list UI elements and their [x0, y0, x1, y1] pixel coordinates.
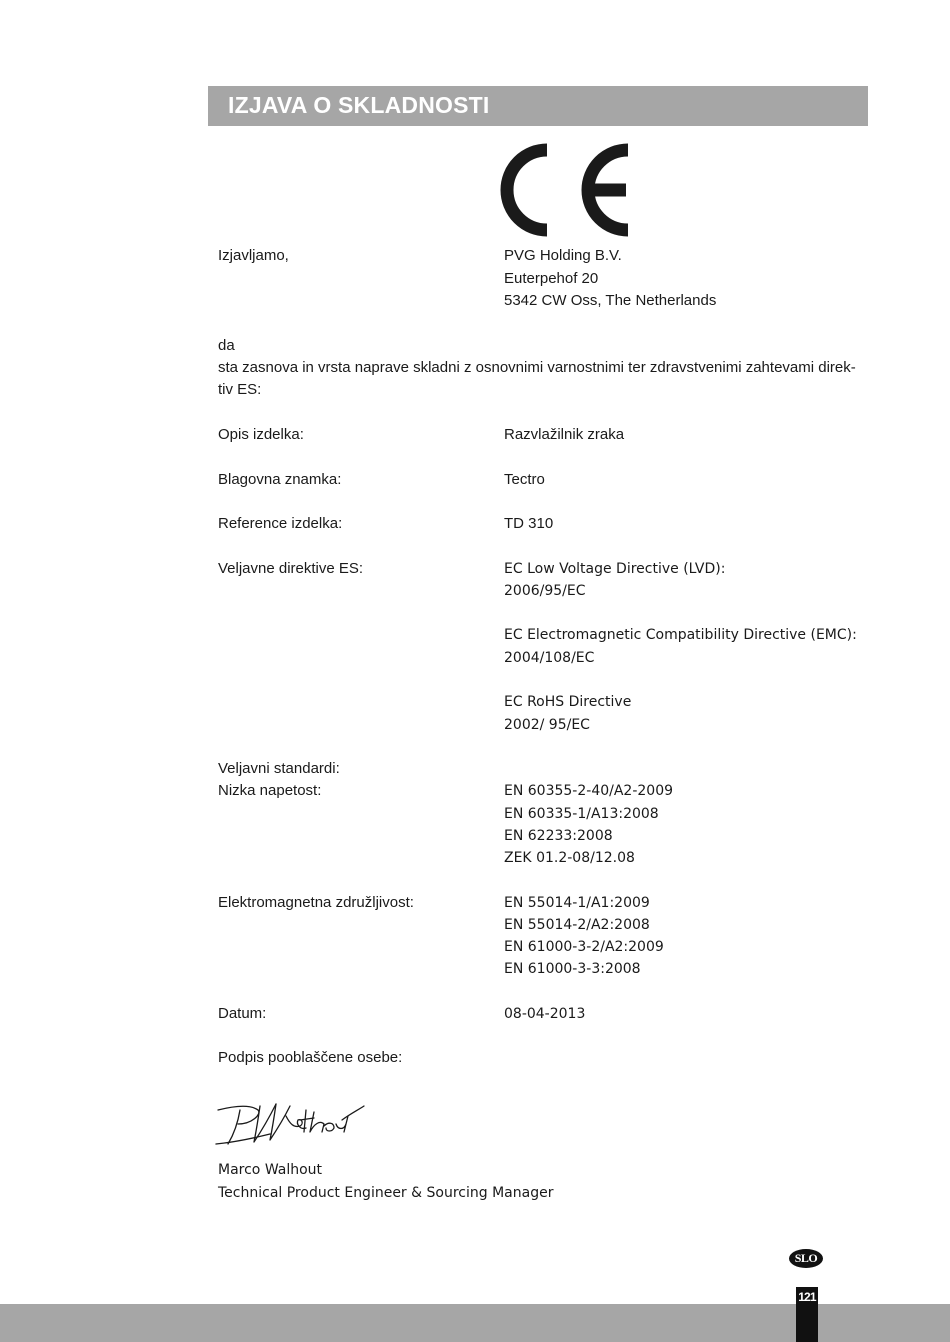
- standard-item: EN 55014-2/A2:2008: [504, 917, 650, 933]
- reference-value: TD 310: [504, 515, 554, 532]
- company-street: Euterpehof 20: [504, 270, 599, 287]
- company-name: PVG Holding B.V.: [504, 247, 622, 264]
- directive-name: EC Low Voltage Directive (LVD):: [504, 561, 726, 577]
- brand-label: Blagovna znamka:: [218, 471, 342, 488]
- ce-mark-logo: [500, 143, 634, 237]
- product-desc-value: Razvlažilnik zraka: [504, 426, 625, 443]
- signatory-name: Marco Walhout: [218, 1162, 323, 1178]
- page-title: IZJAVA O SKLADNOSTI: [228, 92, 490, 118]
- language-badge: SLO: [789, 1249, 823, 1268]
- brand-value: Tectro: [504, 471, 545, 488]
- date-value: 08-04-2013: [504, 1006, 586, 1022]
- signature-label: Podpis pooblaščene osebe:: [218, 1049, 403, 1066]
- product-desc-label: Opis izdelka:: [218, 426, 304, 443]
- standard-item: EN 62233:2008: [504, 828, 613, 844]
- signatory-title: Technical Product Engineer & Sourcing Manager: [218, 1185, 554, 1201]
- emc-label: Elektromagnetna združljivost:: [218, 894, 414, 911]
- page-number: 121: [798, 1290, 816, 1304]
- declare-label: Izjavljamo,: [218, 247, 289, 264]
- page-number-box: [796, 1287, 818, 1342]
- intro-statement: sta zasnova in vrsta naprave skladni z osnovnimi varnostnimi ter zdravstvenimi zahtevami direk-tiv ES:: [218, 359, 856, 398]
- header-bar: [208, 86, 868, 126]
- standards-label: Veljavni standardi:: [218, 760, 340, 777]
- low-voltage-label: Nizka napetost:: [218, 782, 322, 799]
- directive-name: EC Electromagnetic Compatibility Directive (EMC):: [504, 627, 857, 643]
- directive-code: 2002/ 95/EC: [504, 717, 590, 733]
- directive-code: 2004/108/EC: [504, 650, 595, 666]
- directive-code: 2006/95/EC: [504, 583, 586, 599]
- standard-item: EN 55014-1/A1:2009: [504, 895, 650, 911]
- company-city: 5342 CW Oss, The Netherlands: [504, 292, 717, 309]
- standard-item: EN 61000-3-3:2008: [504, 961, 641, 977]
- standard-item: EN 60355-2-40/A2-2009: [504, 783, 674, 799]
- handwritten-signature: [214, 1098, 366, 1152]
- reference-label: Reference izdelka:: [218, 515, 343, 532]
- standard-item: ZEK 01.2-08/12.08: [504, 850, 635, 866]
- directive-name: EC RoHS Directive: [504, 694, 632, 710]
- intro-da: da: [218, 337, 235, 354]
- standard-item: EN 61000-3-2/A2:2009: [504, 939, 664, 955]
- date-label: Datum:: [218, 1005, 267, 1022]
- directives-label: Veljavne direktive ES:: [218, 560, 364, 577]
- standard-item: EN 60335-1/A13:2008: [504, 806, 659, 822]
